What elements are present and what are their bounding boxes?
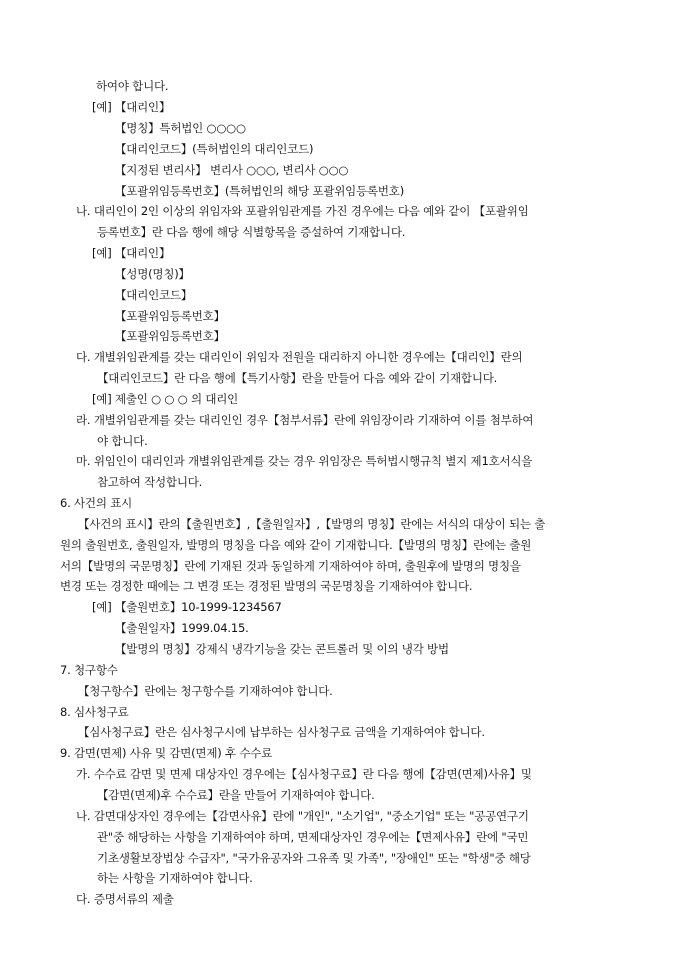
example-label: [예] 제출인 ○ ○ ○ 의 대리인: [92, 392, 239, 406]
list-item-na2-cont: 관"중 해당하는 사항을 기재하여야 하며, 면제대상자인 경우에는【면제사유】란에 "국민: [97, 830, 529, 844]
example-field: 【대리인코드】: [115, 288, 193, 302]
paragraph-line: 【심사청구료】란은 심사청구시에 납부하는 심사청구료 금액을 기재하여야 합니다.: [78, 725, 485, 739]
paragraph-line: 원의 출원번호, 출원일자, 발명의 명칭을 다음 예와 같이 기재합니다.【발명의 명칭】란에는 출원: [60, 538, 532, 552]
paragraph-line: 서의【발명의 국문명칭】란에 기재된 것과 동일하게 기재하여야 하며, 출원후에 발명의 명칭을: [60, 559, 521, 573]
example-label: [예] 【대리인】: [92, 246, 171, 260]
example-field: 【대리인코드】(특허법인의 대리인코드): [115, 142, 314, 156]
example-field: 【명칭】특허법인 ○○○○: [115, 121, 246, 135]
list-item-da-cont: 【대리인코드】란 다음 행에【특기사항】란을 만들어 다음 예와 같이 기재합니다.: [97, 371, 498, 385]
list-item-ga: 가. 수수료 감면 및 면제 대상자인 경우에는【심사청구료】란 다음 행에【감면(면제)사유】및: [76, 767, 532, 781]
list-item-na2: 나. 감면대상자인 경우에는【감면사유】란에 "개인", "소기업", "중소기업" 또는 "공공연구기: [76, 809, 529, 823]
example-field: 【발명의 명칭】강제식 냉각기능을 갖는 콘트롤러 및 이의 냉각 방법: [115, 642, 449, 656]
example-field: 【포괄위임등록번호】: [115, 309, 225, 323]
list-item-ma: 마. 위임인이 대리인과 개별위임관계를 갖는 경우 위임장은 특허법시행규칙 별지 제1호서식을: [76, 454, 533, 468]
list-item-na2-cont: 하는 사항을 기재하여야 합니다.: [97, 871, 253, 885]
example-field: 【성명(명칭)】: [115, 267, 190, 281]
section-heading-7: 7. 청구항수: [60, 663, 118, 677]
list-item-da2: 다. 증명서류의 제출: [76, 892, 174, 906]
paragraph-line: 【사건의 표시】란의【출원번호】,【출원일자】,【발명의 명칭】란에는 서식의 대상이 되는 출: [78, 517, 546, 531]
list-item-na-cont: 등록번호】란 다음 행에 해당 식별항목을 증설하여 기재합니다.: [97, 225, 406, 239]
list-item-ma-cont: 참고하여 작성합니다.: [97, 475, 203, 489]
list-item-na: 나. 대리인이 2인 이상의 위임자와 포괄위임관계를 가진 경우에는 다음 예와 같이 【포괄위임: [76, 204, 529, 218]
section-heading-9: 9. 감면(면제) 사유 및 감면(면제) 후 수수료: [60, 746, 273, 760]
list-item-ra: 라. 개별위임관계를 갖는 대리인인 경우【첨부서류】란에 위임장이라 기재하여 이를 첨부하여: [76, 413, 534, 427]
list-item-da: 다. 개별위임관계를 갖는 대리인이 위임자 전원을 대리하지 아니한 경우에는【대리인】란의: [76, 350, 523, 364]
example-label: [예] 【대리인】: [92, 100, 171, 114]
paragraph-line: 변경 또는 경정한 때에는 그 변경 또는 경정된 발명의 국문명칭을 기재하여야 합니다.: [60, 579, 473, 593]
example-field: 【지정된 변리사】 변리사 ○○○, 변리사 ○○○: [115, 163, 349, 177]
example-field: 【포괄위임등록번호】: [115, 329, 225, 343]
example-field: 【포괄위임등록번호】(특허법인의 해당 포괄위임등록번호): [115, 184, 404, 198]
example-field: 【출원일자】1999.04.15.: [115, 621, 249, 635]
list-item-ra-cont: 야 합니다.: [97, 434, 148, 448]
section-heading-6: 6. 사건의 표시: [60, 496, 133, 510]
text-line: 하여야 합니다.: [96, 79, 169, 93]
list-item-na2-cont: 기초생활보장법상 수급자", "국가유공자와 그유족 및 가족", "장애인" 또는 "학생"중 해당: [97, 851, 531, 865]
example-label: [예] 【출원번호】10-1999-1234567: [92, 600, 282, 614]
section-heading-8: 8. 심사청구료: [60, 705, 129, 719]
list-item-ga-cont: 【감면(면제)후 수수료】란을 만들어 기재하여야 합니다.: [97, 788, 375, 802]
paragraph-line: 【청구항수】란에는 청구항수를 기재하여야 합니다.: [78, 684, 333, 698]
